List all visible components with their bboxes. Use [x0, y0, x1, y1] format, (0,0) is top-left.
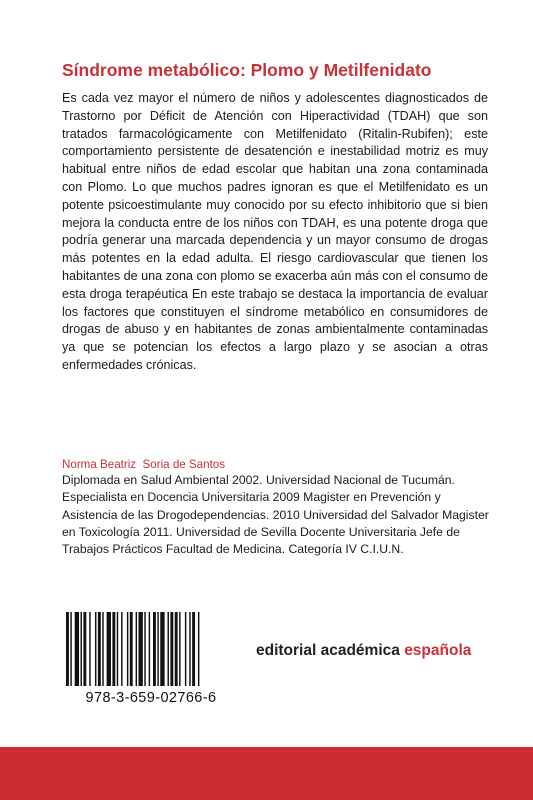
- author-name: Norma Beatriz Soria de Santos: [62, 458, 226, 471]
- barcode-bar: [112, 612, 115, 686]
- barcode-bar: [102, 612, 103, 686]
- barcode-bar: [192, 612, 195, 686]
- barcode-bar: [117, 612, 118, 686]
- barcode-bar: [136, 612, 137, 686]
- barcode: [62, 610, 240, 710]
- book-description: Es cada vez mayor el número de niños y adolescentes diagnosticados de Trastorno por Déficit de Atención con Hiperactividad (TDAH) que son tratados farmacológicamente con Metilfenidato (Ritalin-Rubifen); este comportamiento persistente de desatención e inestabilidad motriz es muy habitual entre niños de edad escolar que habitan una zona contaminada con Plomo. Lo que muchos padres ignoran es que el Metilfenidato es un potente psicoestimulante muy conocido por su efecto inhibitorio que si bien mejora la conducta entre de los niños con TDAH, es una potente droga que podría generar una marcada dependencia y un mayor consumo de drogas más potentes en la edad adulta. El riesgo cardiovascular que tienen los habitantes de una zona con plomo se exacerba aún más con el consumo de esta droga terapéutica En este trabajo se destaca la importancia de evaluar los factores que constituyen el síndrome metabólico en consumidores de drogas de abuso y en habitantes de zonas ambientalmente contaminadas ya que se potencian los efectos a largo plazo y se asocian a otras enfermedades crónicas.: [62, 91, 488, 372]
- barcode-bar: [89, 612, 90, 686]
- barcode-bar: [168, 612, 169, 686]
- publisher-name-accent: española: [404, 642, 472, 659]
- barcode-bar: [170, 612, 173, 686]
- barcode-bar: [144, 612, 145, 686]
- barcode-bar: [107, 612, 111, 686]
- barcode-bar: [127, 612, 128, 686]
- barcode-bar: [70, 612, 71, 686]
- barcode-bar: [185, 612, 186, 686]
- barcode-bar: [189, 612, 190, 686]
- barcode-bar: [130, 612, 133, 686]
- barcode-bar: [179, 612, 180, 686]
- barcode-bar: [66, 612, 69, 686]
- barcode-bar: [149, 612, 150, 686]
- barcode-bar: [175, 612, 178, 686]
- author-bio: Diplomada en Salud Ambiental 2002. Universidad Nacional de Tucumán. Especialista en Docencia Universitaria 2009 Magister en Prevención y Asistencia de las Drogodependencias. 2010 Universidad del Salvador Magister en Toxicología 2011. Universidad de Sevilla Docente Universitaria Jefe de Trabajos Prácticos Facultad de Medicina. Categoría IV C.I.U.N.: [62, 473, 489, 557]
- barcode-bar: [157, 612, 158, 686]
- barcode-bar: [153, 612, 156, 686]
- barcode-bar: [139, 612, 143, 686]
- barcode-bar: [95, 612, 96, 686]
- barcode-bar: [198, 612, 199, 686]
- isbn-number: 978-3-659-02766-6: [85, 690, 217, 706]
- barcode-bar: [75, 612, 79, 686]
- publisher-logo: [256, 642, 496, 660]
- bottom-color-band: [0, 747, 533, 800]
- barcode-bar: [160, 612, 164, 686]
- barcode-bars: [62, 610, 240, 690]
- book-title: Síndrome metabólico: Plomo y Metilfenidato: [62, 60, 432, 80]
- barcode-bar: [98, 612, 101, 686]
- barcode-bar: [81, 612, 82, 686]
- publisher-name: editorial académica: [256, 642, 405, 659]
- barcode-bar: [83, 612, 86, 686]
- barcode-bar: [121, 612, 122, 686]
